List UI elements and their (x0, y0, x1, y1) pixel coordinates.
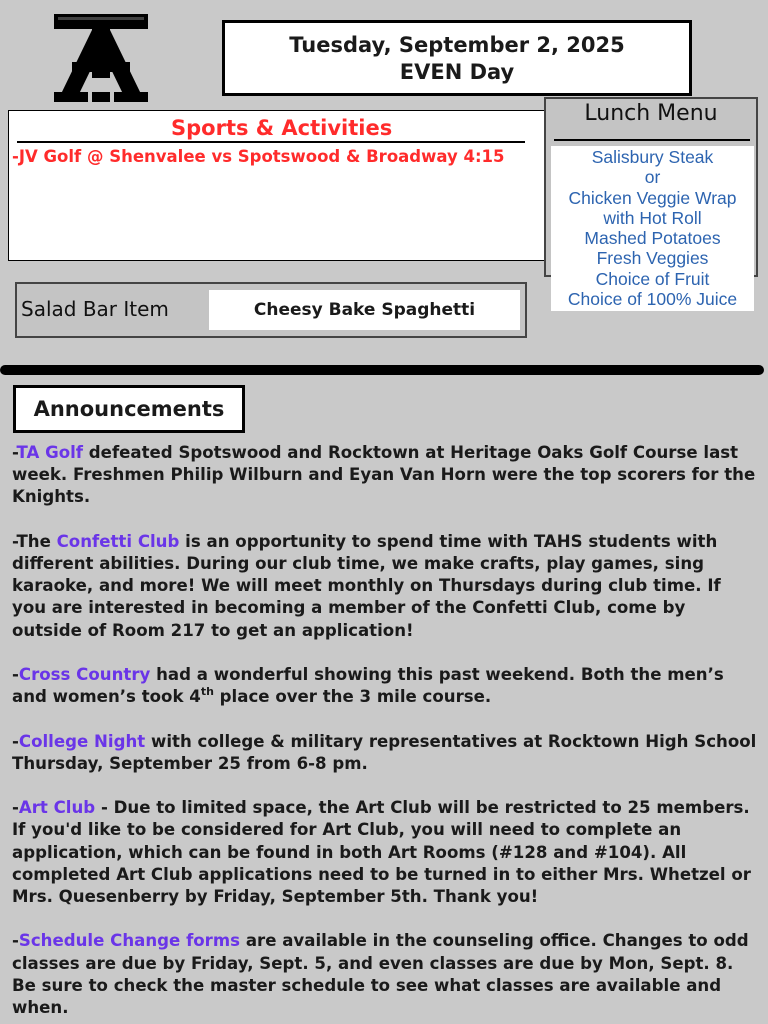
announcement-prefix: - (12, 731, 19, 751)
salad-bar-panel (15, 282, 527, 338)
lunch-item: Choice of Fruit (595, 268, 710, 289)
announcement-prefix: - (12, 443, 17, 462)
announcement-item (12, 731, 760, 775)
lunch-menu-list (551, 146, 754, 311)
announcement-text: are available in the counseling office. Changes to odd classes are due by Friday, Sept. 5, and even classes are due by Mon, Sept. 8. Be sure to check the master schedule to see what classes are available and when. (12, 931, 749, 1017)
salad-bar-value: Cheesy Bake Spaghetti (209, 290, 520, 330)
lunch-title: Lunch Menu (584, 101, 718, 126)
announcement-item (12, 664, 760, 708)
day-type: EVEN Day (399, 60, 515, 84)
lunch-item: with Hot Roll (603, 207, 702, 228)
section-divider (0, 365, 764, 375)
announcements-list (12, 442, 760, 1024)
lunch-item: Salisbury Steak (591, 147, 714, 167)
announcement-item (12, 442, 760, 509)
date-banner (222, 20, 692, 96)
announcement-highlight: College Night (18, 731, 146, 751)
sports-activities-panel (8, 110, 548, 261)
announcement-text: - Due to limited space, the Art Club will be restricted to 25 members. If you'd like to be considered for Art Club, you will need to complete an application, which can be found in both Art Rooms (#128 and #104). All completed Art Club applications need to be turned in to either Mrs. Whetzel or Mrs. Quesenberry by Friday, September 5th. Thank you! (12, 798, 751, 906)
school-logo (52, 10, 152, 105)
announcement-prefix: -The (12, 531, 57, 551)
lunch-item: Chicken Veggie Wrap (568, 187, 737, 208)
announcement-prefix: - (12, 665, 19, 684)
date-text: Tuesday, September 2, 2025 (289, 33, 625, 57)
announcement-text: defeated Spotswood and Rocktown at Heritage Oaks Golf Course last week. Freshmen Philip Wilburn and Eyan Van Horn were the top scorers for the Knights. (12, 443, 756, 507)
ordinal-suffix: th (200, 685, 214, 699)
lunch-item: Choice of 100% Juice (567, 289, 738, 310)
announcement-text: had a wonderful showing this past weekend. Both the men’s and women’s took 4 (12, 665, 724, 707)
sports-title: Sports & Activities (171, 116, 393, 140)
sports-item: -JV Golf @ Shenvalee vs Spotswood & Broadway 4:15 (12, 147, 505, 166)
announcement-prefix: - (12, 931, 19, 951)
announcement-item (12, 797, 760, 908)
announcements-title: Announcements (13, 385, 245, 433)
announcement-highlight: TA Golf (16, 443, 84, 462)
announcement-text: with college & military representatives at Rocktown High School Thursday, September 25 from 6-8 pm. (12, 731, 757, 773)
announcement-text: is an opportunity to spend time with TAHS students with different abilities. During our club time, we make crafts, play games, sing karaoke, and more! We will meet monthly on Thursdays during club time. If you are interested in becoming a member of the Confetti Club, come by outside of Room 217 to get an application! (12, 531, 721, 640)
announcement-prefix: - (12, 798, 19, 818)
lunch-item: Mashed Potatoes (584, 228, 721, 249)
salad-bar-label: Salad Bar Item (21, 297, 169, 321)
lunch-item: or (644, 167, 661, 188)
lunch-item: Fresh Veggies (596, 248, 709, 269)
announcement-item (12, 930, 760, 1019)
announcement-highlight: Confetti Club (56, 531, 180, 551)
announcement-item (12, 531, 760, 642)
lunch-divider (554, 139, 750, 141)
announcement-highlight: Art Club (18, 798, 96, 818)
ta-logo-icon (52, 10, 152, 105)
sports-divider (17, 141, 525, 143)
announcement-highlight: Cross Country (18, 665, 151, 684)
announcement-text-after: place over the 3 mile course. (213, 687, 492, 707)
announcement-highlight: Schedule Change forms (18, 931, 241, 951)
